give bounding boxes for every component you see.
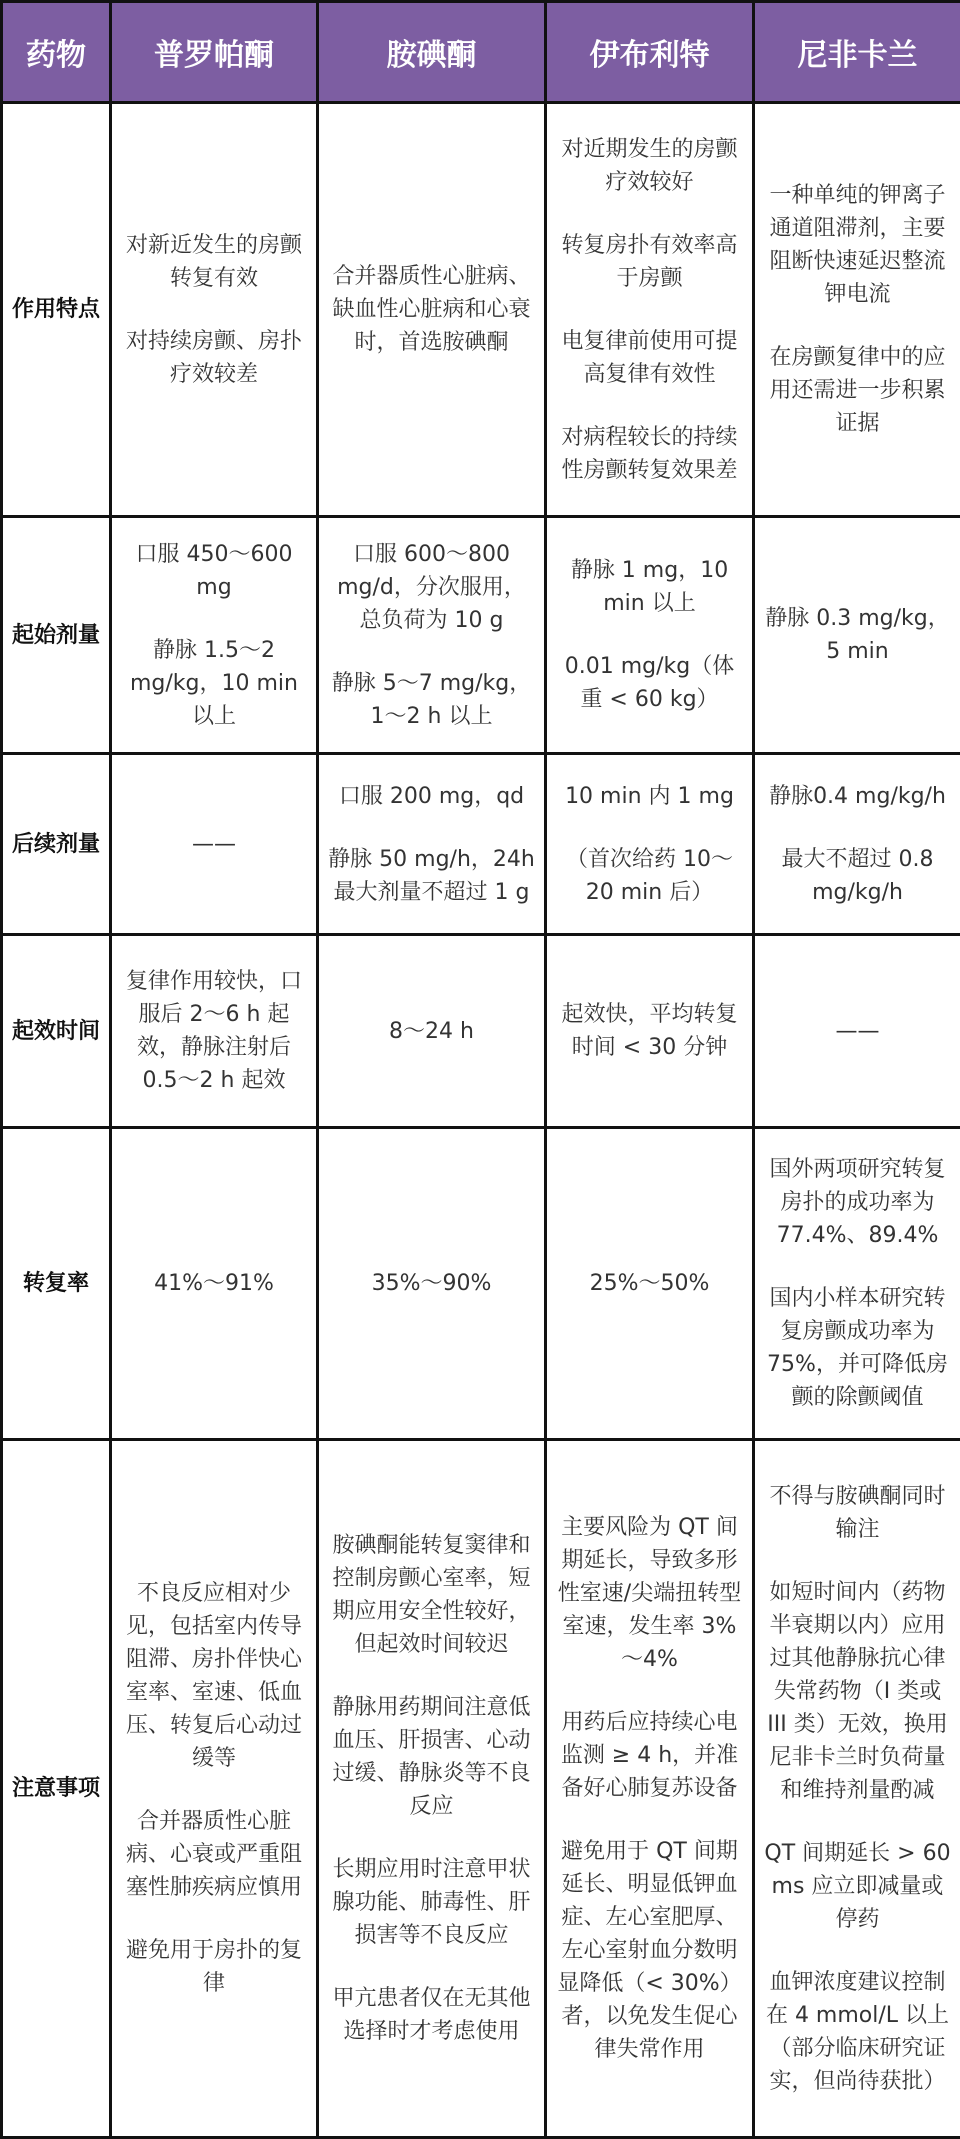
table-cell	[111, 1440, 318, 2138]
table-body	[2, 103, 960, 2138]
cell-paragraph: 口服 200 mg，qd	[327, 780, 536, 813]
cell-paragraph: （首次给药 10～20 min 后）	[555, 843, 744, 909]
cell-paragraph: 静脉 0.3 mg/kg，5 min	[763, 602, 952, 668]
cell-paragraph: 国外两项研究转复房扑的成功率为 77.4%、89.4%	[763, 1153, 952, 1252]
cell-paragraph: 静脉 1 mg，10 min 以上	[555, 554, 744, 620]
cell-paragraph: 一种单纯的钾离子通道阻滞剂，主要阻断快速延迟整流钾电流	[763, 179, 952, 311]
row-label: 作用特点	[2, 103, 111, 517]
table-cell	[546, 754, 754, 935]
cell-paragraph: 合并器质性心脏病、心衰或严重阻塞性肺疾病应慎用	[120, 1805, 308, 1904]
cell-paragraph: 电复律前使用可提高复律有效性	[555, 325, 744, 391]
table-row	[2, 517, 960, 754]
cell-paragraph: 静脉 5～7 mg/kg，1～2 h 以上	[327, 667, 536, 733]
cell-paragraph: 对病程较长的持续性房颤转复效果差	[555, 421, 744, 487]
table-cell	[754, 1128, 960, 1440]
cell-paragraph: 不良反应相对少见，包括室内传导阻滞、房扑伴快心室率、室速、低血压、转复后心动过缓等	[120, 1577, 308, 1775]
cell-paragraph: 静脉0.4 mg/kg/h	[763, 780, 952, 813]
row-label: 起始剂量	[2, 517, 111, 754]
cell-paragraph: 避免用于房扑的复律	[120, 1934, 308, 2000]
table-row	[2, 103, 960, 517]
table-cell	[546, 935, 754, 1128]
table-cell	[546, 1440, 754, 2138]
cell-paragraph: 用药后应持续心电监测 ≥ 4 h，并准备好心肺复苏设备	[555, 1706, 744, 1805]
cell-paragraph: 甲亢患者仅在无其他选择时才考虑使用	[327, 1982, 536, 2048]
table-cell	[318, 935, 546, 1128]
header-row	[2, 2, 960, 103]
cell-paragraph: 避免用于 QT 间期延长、明显低钾血症、左心室肥厚、左心室射血分数明显降低（< 30%）者，以免发生促心律失常作用	[555, 1835, 744, 2066]
table-cell	[754, 754, 960, 935]
cell-paragraph: 对持续房颤、房扑疗效较差	[120, 325, 308, 391]
cell-paragraph: 10 min 内 1 mg	[555, 780, 744, 813]
cell-paragraph: 血钾浓度建议控制在 4 mmol/L 以上（部分临床研究证实，但尚待获批）	[763, 1966, 952, 2098]
cell-paragraph: 不得与胺碘酮同时输注	[763, 1480, 952, 1546]
row-label: 转复率	[2, 1128, 111, 1440]
table-cell	[111, 517, 318, 754]
header-amiodarone: 胺碘酮	[318, 2, 546, 103]
header-nifekalant: 尼非卡兰	[754, 2, 960, 103]
table-cell	[111, 103, 318, 517]
table-cell	[546, 103, 754, 517]
cell-paragraph: 长期应用时注意甲状腺功能、肺毒性、肝损害等不良反应	[327, 1853, 536, 1952]
table-row	[2, 935, 960, 1128]
header-propafenone: 普罗帕酮	[111, 2, 318, 103]
cell-paragraph: 起效快，平均转复时间 < 30 分钟	[555, 998, 744, 1064]
cell-paragraph: 25%～50%	[555, 1267, 744, 1300]
cell-paragraph: 对近期发生的房颤疗效较好	[555, 133, 744, 199]
row-label: 起效时间	[2, 935, 111, 1128]
table-cell	[754, 935, 960, 1128]
cell-paragraph: 在房颤复律中的应用还需进一步积累证据	[763, 341, 952, 440]
cell-paragraph: 对新近发生的房颤转复有效	[120, 229, 308, 295]
header-drug: 药物	[2, 2, 111, 103]
table-cell	[111, 754, 318, 935]
table-cell	[318, 103, 546, 517]
cell-paragraph: 如短时间内（药物半衰期以内）应用过其他静脉抗心律失常药物（I 类或 III 类）无效，换用尼非卡兰时负荷量和维持剂量酌减	[763, 1576, 952, 1807]
cell-paragraph: 35%～90%	[327, 1267, 536, 1300]
cell-paragraph: ——	[120, 828, 308, 861]
cell-paragraph: 转复房扑有效率高于房颤	[555, 229, 744, 295]
cell-paragraph: 0.01 mg/kg（体重 < 60 kg）	[555, 650, 744, 716]
table-cell	[754, 517, 960, 754]
cell-paragraph: QT 间期延长 > 60 ms 应立即减量或停药	[763, 1837, 952, 1936]
table-cell	[318, 517, 546, 754]
cell-paragraph: 静脉 50 mg/h，24h 最大剂量不超过 1 g	[327, 843, 536, 909]
table-cell	[111, 935, 318, 1128]
table-cell	[754, 1440, 960, 2138]
cell-paragraph: 8～24 h	[327, 1015, 536, 1048]
row-label: 注意事项	[2, 1440, 111, 2138]
table-cell	[318, 1128, 546, 1440]
table-cell	[754, 103, 960, 517]
row-label: 后续剂量	[2, 754, 111, 935]
cell-paragraph: 41%～91%	[120, 1267, 308, 1300]
cell-paragraph: 合并器质性心脏病、缺血性心脏病和心衰时，首选胺碘酮	[327, 260, 536, 359]
table-row	[2, 754, 960, 935]
cell-paragraph: 静脉 1.5～2 mg/kg，10 min 以上	[120, 634, 308, 733]
table-cell	[318, 1440, 546, 2138]
cell-paragraph: 最大不超过 0.8 mg/kg/h	[763, 843, 952, 909]
cell-paragraph: 国内小样本研究转复房颤成功率为 75%，并可降低房颤的除颤阈值	[763, 1282, 952, 1414]
cell-paragraph: 复律作用较快，口服后 2～6 h 起效，静脉注射后 0.5～2 h 起效	[120, 965, 308, 1097]
header-ibutilide: 伊布利特	[546, 2, 754, 103]
cell-paragraph: 主要风险为 QT 间期延长，导致多形性室速/尖端扭转型室速，发生率 3%～4%	[555, 1511, 744, 1676]
table-row	[2, 1440, 960, 2138]
cell-paragraph: 口服 450～600 mg	[120, 538, 308, 604]
cell-paragraph: 口服 600～800 mg/d，分次服用，总负荷为 10 g	[327, 538, 536, 637]
cell-paragraph: 静脉用药期间注意低血压、肝损害、心动过缓、静脉炎等不良反应	[327, 1691, 536, 1823]
table-cell	[318, 754, 546, 935]
table-cell	[111, 1128, 318, 1440]
table-cell	[546, 1128, 754, 1440]
table-row	[2, 1128, 960, 1440]
cell-paragraph: 胺碘酮能转复窦律和控制房颤心室率，短期应用安全性较好，但起效时间较迟	[327, 1529, 536, 1661]
table-cell	[546, 517, 754, 754]
cell-paragraph: ——	[763, 1015, 952, 1048]
